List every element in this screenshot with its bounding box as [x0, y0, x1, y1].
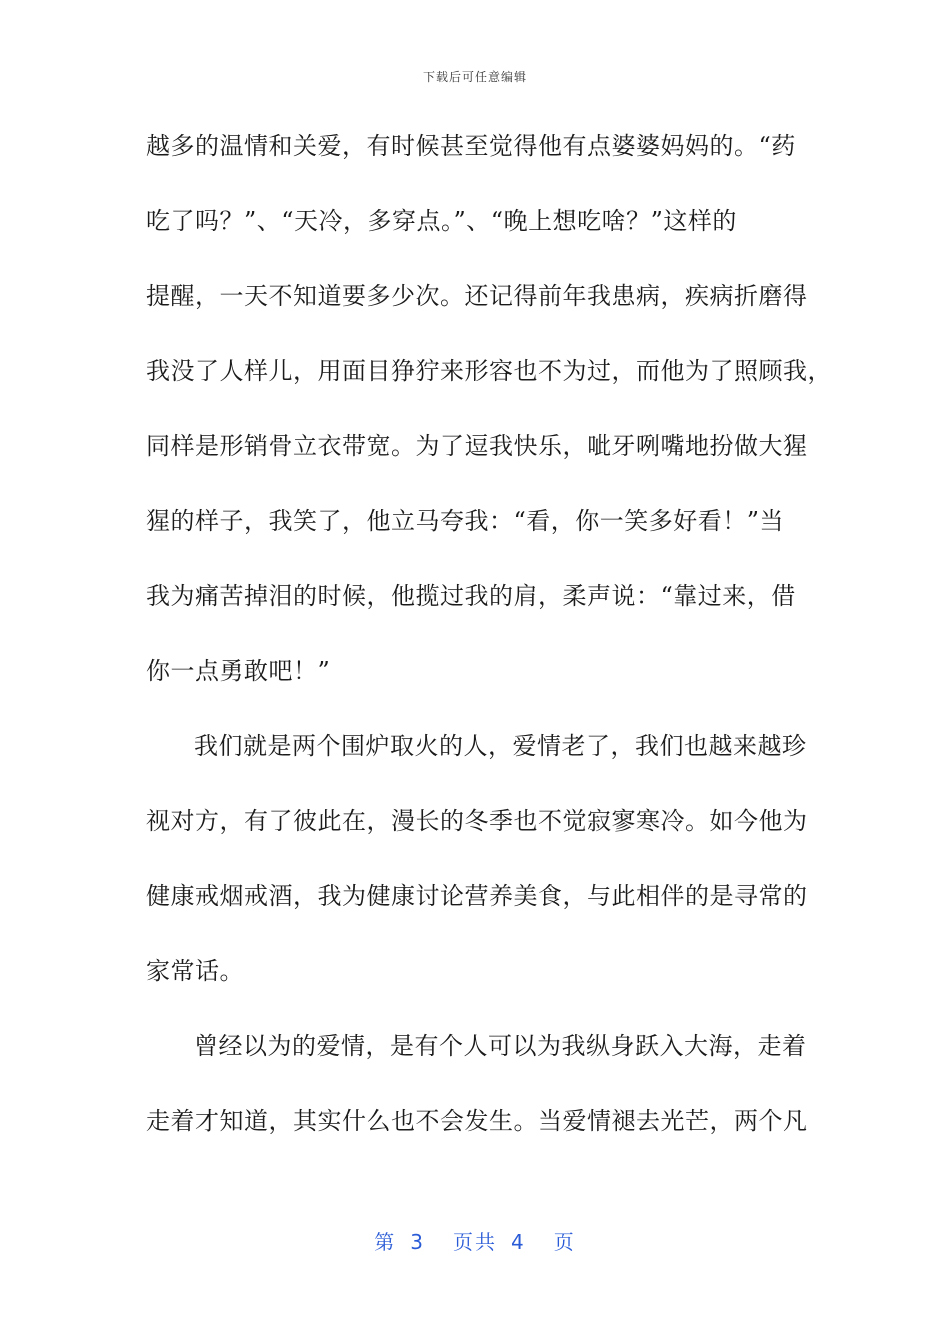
text-line: 我没了人样儿，用面目狰狞来形容也不为过，而他为了照顾我，: [146, 357, 832, 385]
text-line: 走着才知道，其实什么也不会发生。当爱情褪去光芒，两个凡: [146, 1107, 808, 1135]
text-line: 我们就是两个围炉取火的人，爱情老了，我们也越来越珍: [194, 732, 807, 760]
text-line: 提醒，一天不知道要多少次。还记得前年我患病，疾病折磨得: [146, 282, 808, 310]
page-footer: [0, 1226, 950, 1255]
text-line: 越多的温情和关爱，有时候甚至觉得他有点婆婆妈妈的。“药: [146, 132, 796, 160]
page-header: 下载后可任意编辑: [422, 70, 527, 84]
paragraph-1: [146, 126, 832, 726]
paragraph-3: [146, 1026, 806, 1176]
text-line: 同样是形销骨立衣带宽。为了逗我快乐，呲牙咧嘴地扮做大猩: [146, 432, 808, 460]
total-pages-number: 4: [511, 1230, 526, 1254]
footer-prefix: 第: [374, 1230, 397, 1254]
text-line: 吃了吗？”、“天冷，多穿点。”、“晚上想吃啥？”这样的: [146, 207, 737, 235]
text-line: 健康戒烟戒酒，我为健康讨论营养美食，与此相伴的是寻常的: [146, 882, 808, 910]
text-line: 视对方，有了彼此在，漫长的冬季也不觉寂寥寒冷。如今他为: [146, 807, 808, 835]
text-line: 我为痛苦掉泪的时候，他揽过我的肩，柔声说：“靠过来，借: [146, 582, 796, 610]
current-page-number: 3: [410, 1230, 425, 1254]
document-body: [146, 126, 832, 1176]
text-line: 猩的样子，我笑了，他立马夸我：“看，你一笑多好看！”当: [146, 507, 785, 535]
text-line: 曾经以为的爱情，是有个人可以为我纵身跃入大海，走着: [194, 1032, 807, 1060]
paragraph-2: [146, 726, 806, 1026]
text-line: 你一点勇敢吧！”: [146, 657, 331, 685]
footer-middle: 页共: [453, 1230, 497, 1254]
text-line: 家常话。: [146, 957, 244, 985]
footer-suffix: 页: [553, 1230, 576, 1254]
